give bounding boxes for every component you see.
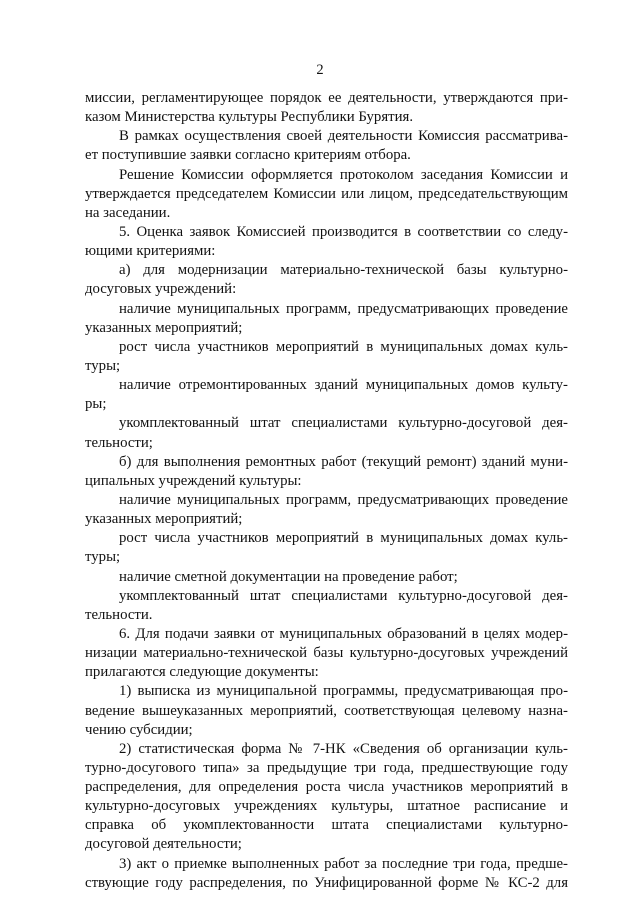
text-line: рост числа участников мероприятий в муниципальных домах куль-	[119, 530, 568, 547]
text-line: В рамках осуществления своей деятельности Комиссия рассматрива-	[119, 128, 568, 145]
text-line: культурно-досуговых учреждениях культуры, штатное расписание и	[85, 798, 568, 815]
text-line: туры;	[85, 357, 121, 374]
text-line: наличие муниципальных программ, предусматривающих проведение	[119, 491, 568, 508]
text-line: тельности;	[85, 434, 153, 451]
text-line: ры;	[85, 396, 107, 413]
text-line: наличие сметной документации на проведение работ;	[119, 568, 458, 585]
text-line: указанных мероприятий;	[85, 319, 243, 336]
text-line: 2) статистическая форма № 7-НК «Сведения об организации куль-	[119, 740, 568, 757]
text-line: наличие отремонтированных зданий муниципальных домов культу-	[119, 377, 568, 394]
text-line: 1) выписка из муниципальной программы, предусматривающая про-	[119, 683, 568, 700]
text-line: досуговой деятельности;	[85, 836, 242, 853]
text-line: казом Министерства культуры Республики Бурятия.	[85, 109, 414, 126]
text-line: б) для выполнения ремонтных работ (текущий ремонт) зданий муни-	[119, 453, 568, 470]
text-line: ципальных учреждений культуры:	[85, 472, 302, 489]
text-line: миссии, регламентирующее порядок ее деятельности, утверждаются при-	[85, 90, 568, 106]
text-line: укомплектованный штат специалистами культурно-досуговой дея-	[119, 415, 568, 432]
text-line: ет поступившие заявки согласно критериям отбора.	[85, 147, 411, 164]
text-line: тельности.	[85, 606, 153, 623]
text-line: ствующие году распределения, по Унифицированной форме № КС-2 для	[85, 874, 568, 891]
text-line: низации материально-технической базы культурно-досуговых учреждений	[85, 645, 568, 662]
page-number: 2	[316, 62, 324, 78]
text-line: прилагаются следующие документы:	[85, 664, 319, 681]
text-line: утверждается председателем Комиссии или лицом, председательствующим	[85, 185, 568, 202]
text-line: ведение вышеуказанных мероприятий, соответствующая целевому назна-	[85, 702, 568, 719]
text-line: ющими критериями:	[85, 243, 216, 260]
text-line: указанных мероприятий;	[85, 511, 243, 528]
text-line: распределения, для определения роста числа участников мероприятий в	[85, 779, 568, 796]
text-line: а) для модернизации материально-технической базы культурно-	[119, 262, 568, 279]
text-line: на заседании.	[85, 204, 171, 221]
text-line: туры;	[85, 549, 121, 566]
text-line: чению субсидии;	[85, 721, 193, 738]
text-line: укомплектованный штат специалистами культурно-досуговой дея-	[119, 587, 568, 604]
text-line: рост числа участников мероприятий в муниципальных домах куль-	[119, 338, 568, 355]
text-line: турно-досугового типа» за предыдущие три года, предшествующие году	[85, 759, 568, 776]
text-line: Решение Комиссии оформляется протоколом заседания Комиссии и	[119, 166, 568, 183]
text-line: справка об укомплектованности штата специалистами культурно-	[85, 817, 568, 834]
text-line: 6. Для подачи заявки от муниципальных образований в целях модер-	[119, 625, 568, 642]
text-line: 5. Оценка заявок Комиссией производится в соответствии со следу-	[119, 223, 568, 240]
text-line: досуговых учреждений:	[85, 281, 237, 298]
text-line: наличие муниципальных программ, предусматривающих проведение	[119, 300, 568, 317]
text-line: 3) акт о приемке выполненных работ за последние три года, предше-	[119, 855, 568, 872]
body-text	[85, 89, 568, 893]
